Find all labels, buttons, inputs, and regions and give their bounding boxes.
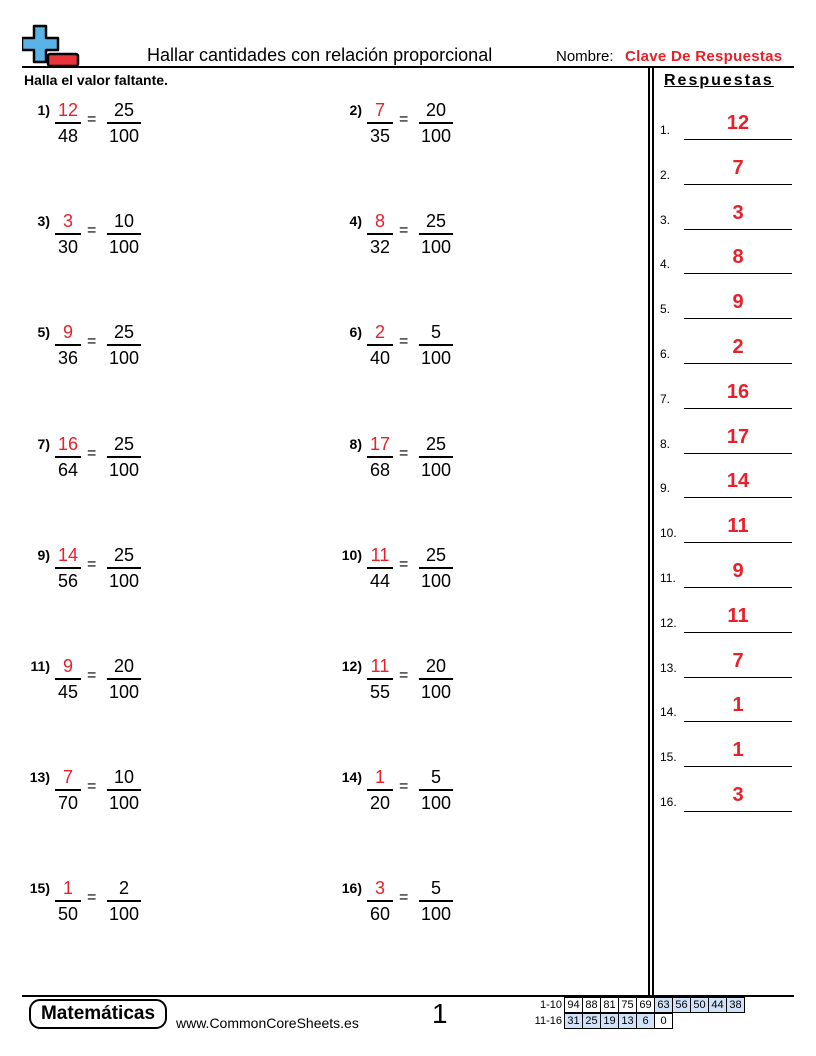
answer-label: 11. bbox=[660, 571, 676, 585]
missing-numerator-answer: 9 bbox=[62, 322, 73, 342]
numerator: 5 bbox=[430, 767, 441, 787]
subject-badge: Matemáticas bbox=[29, 999, 167, 1029]
denominator: 48 bbox=[57, 125, 79, 146]
answer-value: 3 bbox=[732, 202, 744, 224]
numerator: 10 bbox=[113, 211, 135, 231]
denominator: 100 bbox=[108, 347, 140, 368]
denominator: 68 bbox=[369, 459, 391, 480]
fraction-bar bbox=[55, 344, 81, 346]
numerator: 25 bbox=[425, 434, 447, 454]
problem-number: 5) bbox=[37, 324, 50, 340]
fraction-bar bbox=[107, 456, 141, 458]
fraction-bar bbox=[367, 567, 393, 569]
answer-row-15 bbox=[660, 741, 792, 767]
answer-row-7 bbox=[660, 383, 792, 409]
target-fraction bbox=[419, 545, 453, 592]
target-fraction bbox=[107, 322, 141, 369]
problem-number: 9) bbox=[37, 547, 50, 563]
fraction-bar bbox=[367, 789, 393, 791]
problem-number: 3) bbox=[37, 213, 50, 229]
answer-label: 7. bbox=[660, 392, 671, 406]
fraction-bar bbox=[55, 122, 81, 124]
missing-numerator-answer: 7 bbox=[374, 100, 385, 120]
fraction-bar bbox=[419, 567, 453, 569]
given-fraction bbox=[55, 767, 81, 814]
answer-row-3 bbox=[660, 204, 792, 230]
fraction-bar bbox=[55, 900, 81, 902]
answer-row-13 bbox=[660, 652, 792, 678]
answer-row-12 bbox=[660, 607, 792, 633]
denominator: 70 bbox=[57, 792, 79, 813]
fraction-bar bbox=[107, 678, 141, 680]
numerator: 5 bbox=[430, 322, 441, 342]
answer-label: 3. bbox=[660, 213, 671, 227]
answer-value: 1 bbox=[732, 694, 744, 716]
given-fraction bbox=[367, 656, 393, 703]
answer-row-5 bbox=[660, 293, 792, 319]
score-cell: 31 bbox=[564, 1013, 583, 1029]
problem-number: 12) bbox=[341, 658, 362, 674]
missing-numerator-answer: 2 bbox=[374, 322, 385, 342]
score-cell: 75 bbox=[618, 997, 637, 1013]
answer-label: 8. bbox=[660, 437, 671, 451]
answer-row-9 bbox=[660, 472, 792, 498]
score-cell: 44 bbox=[708, 997, 727, 1013]
fraction-bar bbox=[367, 678, 393, 680]
equals-sign: = bbox=[87, 667, 97, 684]
missing-numerator-answer: 12 bbox=[57, 100, 79, 120]
problem-number: 4) bbox=[349, 213, 362, 229]
numerator: 10 bbox=[113, 767, 135, 787]
answer-line bbox=[684, 497, 792, 498]
equals-sign: = bbox=[399, 778, 409, 795]
missing-numerator-answer: 3 bbox=[62, 211, 73, 231]
fraction-bar bbox=[367, 233, 393, 235]
answer-line bbox=[684, 453, 792, 454]
numerator: 25 bbox=[425, 211, 447, 231]
target-fraction bbox=[107, 545, 141, 592]
score-cell: 25 bbox=[582, 1013, 601, 1029]
numerator: 2 bbox=[118, 878, 129, 898]
answer-line bbox=[684, 677, 792, 678]
answer-line bbox=[684, 363, 792, 364]
answer-row-11 bbox=[660, 562, 792, 588]
denominator: 50 bbox=[57, 903, 79, 924]
answer-label: 10. bbox=[660, 526, 677, 540]
denominator: 36 bbox=[57, 347, 79, 368]
score-cell: 56 bbox=[672, 997, 691, 1013]
answer-line bbox=[684, 408, 792, 409]
numerator: 20 bbox=[425, 656, 447, 676]
equals-sign: = bbox=[87, 111, 97, 128]
score-cell: 81 bbox=[600, 997, 619, 1013]
fraction-bar bbox=[419, 233, 453, 235]
answer-label: 2. bbox=[660, 168, 671, 182]
given-fraction bbox=[367, 878, 393, 925]
answer-value: 9 bbox=[732, 291, 744, 313]
missing-numerator-answer: 14 bbox=[57, 545, 79, 565]
fraction-bar bbox=[419, 900, 453, 902]
score-cell: 19 bbox=[600, 1013, 619, 1029]
given-fraction bbox=[55, 878, 81, 925]
missing-numerator-answer: 7 bbox=[62, 767, 73, 787]
denominator: 40 bbox=[369, 347, 391, 368]
denominator: 55 bbox=[369, 681, 391, 702]
fraction-bar bbox=[107, 567, 141, 569]
fraction-bar bbox=[107, 122, 141, 124]
answer-column-divider-left bbox=[648, 66, 650, 996]
denominator: 100 bbox=[420, 347, 452, 368]
denominator: 64 bbox=[57, 459, 79, 480]
problem-number: 16) bbox=[341, 880, 362, 896]
problem-number: 7) bbox=[37, 436, 50, 452]
denominator: 100 bbox=[108, 459, 140, 480]
answer-label: 4. bbox=[660, 257, 671, 271]
name-value: Clave De Respuestas bbox=[625, 48, 783, 65]
fraction-bar bbox=[419, 122, 453, 124]
given-fraction bbox=[367, 322, 393, 369]
answer-row-6 bbox=[660, 338, 792, 364]
denominator: 100 bbox=[108, 903, 140, 924]
target-fraction bbox=[107, 878, 141, 925]
answer-value: 9 bbox=[732, 560, 744, 582]
fraction-bar bbox=[107, 233, 141, 235]
denominator: 100 bbox=[108, 125, 140, 146]
given-fraction bbox=[367, 767, 393, 814]
score-cell: 50 bbox=[690, 997, 709, 1013]
answer-value: 8 bbox=[732, 246, 744, 268]
denominator: 100 bbox=[420, 570, 452, 591]
denominator: 100 bbox=[420, 236, 452, 257]
problem-number: 13) bbox=[29, 769, 50, 785]
fraction-bar bbox=[367, 344, 393, 346]
denominator: 56 bbox=[57, 570, 79, 591]
fraction-bar bbox=[419, 678, 453, 680]
target-fraction bbox=[419, 767, 453, 814]
denominator: 20 bbox=[369, 792, 391, 813]
fraction-bar bbox=[419, 456, 453, 458]
target-fraction bbox=[107, 100, 141, 147]
equals-sign: = bbox=[87, 333, 97, 350]
answer-column-divider-right bbox=[652, 66, 654, 996]
numerator: 20 bbox=[425, 100, 447, 120]
answer-row-4 bbox=[660, 248, 792, 274]
answer-value: 3 bbox=[732, 784, 744, 806]
denominator: 100 bbox=[108, 681, 140, 702]
answer-value: 12 bbox=[726, 112, 750, 134]
answer-value: 14 bbox=[726, 470, 750, 492]
target-fraction bbox=[107, 434, 141, 481]
missing-numerator-answer: 9 bbox=[62, 656, 73, 676]
answer-value: 17 bbox=[726, 426, 750, 448]
missing-numerator-answer: 16 bbox=[57, 434, 79, 454]
answer-label: 13. bbox=[660, 661, 677, 675]
answers-heading: Respuestas bbox=[664, 72, 774, 89]
denominator: 100 bbox=[108, 792, 140, 813]
target-fraction bbox=[419, 656, 453, 703]
target-fraction bbox=[419, 878, 453, 925]
missing-numerator-answer: 3 bbox=[374, 878, 385, 898]
equals-sign: = bbox=[399, 889, 409, 906]
fraction-bar bbox=[107, 900, 141, 902]
plus-minus-logo-icon bbox=[22, 24, 80, 68]
worksheet-title: Hallar cantidades con relación proporcional bbox=[147, 45, 493, 65]
equals-sign: = bbox=[87, 889, 97, 906]
denominator: 100 bbox=[420, 681, 452, 702]
name-label: Nombre: bbox=[556, 48, 614, 65]
fraction-bar bbox=[367, 456, 393, 458]
given-fraction bbox=[55, 322, 81, 369]
score-cell: 94 bbox=[564, 997, 583, 1013]
numerator: 25 bbox=[113, 545, 135, 565]
problem-number: 15) bbox=[29, 880, 50, 896]
fraction-bar bbox=[55, 456, 81, 458]
given-fraction bbox=[55, 434, 81, 481]
score-cell: 6 bbox=[636, 1013, 655, 1029]
equals-sign: = bbox=[399, 333, 409, 350]
equals-sign: = bbox=[399, 111, 409, 128]
numerator: 25 bbox=[113, 322, 135, 342]
fraction-bar bbox=[107, 789, 141, 791]
fraction-bar bbox=[367, 122, 393, 124]
fraction-bar bbox=[55, 233, 81, 235]
given-fraction bbox=[55, 100, 81, 147]
problem-number: 6) bbox=[349, 324, 362, 340]
score-cell: 13 bbox=[618, 1013, 637, 1029]
equals-sign: = bbox=[399, 556, 409, 573]
fraction-bar bbox=[419, 789, 453, 791]
fraction-bar bbox=[107, 344, 141, 346]
target-fraction bbox=[419, 211, 453, 258]
answer-line bbox=[684, 229, 792, 230]
numerator: 5 bbox=[430, 878, 441, 898]
answer-value: 7 bbox=[732, 157, 744, 179]
answer-line bbox=[684, 811, 792, 812]
answer-row-16 bbox=[660, 786, 792, 812]
denominator: 100 bbox=[420, 792, 452, 813]
score-cell: 69 bbox=[636, 997, 655, 1013]
equals-sign: = bbox=[399, 445, 409, 462]
answer-row-8 bbox=[660, 428, 792, 454]
target-fraction bbox=[419, 434, 453, 481]
answer-label: 1. bbox=[660, 123, 671, 137]
answer-value: 7 bbox=[732, 650, 744, 672]
missing-numerator-answer: 11 bbox=[370, 545, 390, 565]
answer-line bbox=[684, 766, 792, 767]
fraction-bar bbox=[367, 900, 393, 902]
score-cell: 38 bbox=[726, 997, 745, 1013]
denominator: 100 bbox=[420, 459, 452, 480]
answer-value: 2 bbox=[732, 336, 744, 358]
answer-line bbox=[684, 318, 792, 319]
denominator: 30 bbox=[57, 236, 79, 257]
denominator: 35 bbox=[369, 125, 391, 146]
given-fraction bbox=[367, 211, 393, 258]
answer-line bbox=[684, 721, 792, 722]
equals-sign: = bbox=[87, 445, 97, 462]
target-fraction bbox=[419, 100, 453, 147]
answer-label: 14. bbox=[660, 705, 677, 719]
score-row bbox=[528, 997, 745, 1013]
score-table bbox=[528, 997, 745, 1029]
header-divider bbox=[22, 66, 794, 68]
fraction-bar bbox=[55, 567, 81, 569]
denominator: 100 bbox=[108, 570, 140, 591]
denominator: 32 bbox=[369, 236, 391, 257]
page-number: 1 bbox=[432, 998, 448, 1029]
denominator: 45 bbox=[57, 681, 79, 702]
given-fraction bbox=[367, 434, 393, 481]
answer-line bbox=[684, 184, 792, 185]
answer-label: 9. bbox=[660, 481, 671, 495]
problem-number: 8) bbox=[349, 436, 362, 452]
given-fraction bbox=[55, 211, 81, 258]
equals-sign: = bbox=[399, 667, 409, 684]
numerator: 20 bbox=[113, 656, 135, 676]
problem-number: 2) bbox=[349, 102, 362, 118]
answer-line bbox=[684, 587, 792, 588]
fraction-bar bbox=[419, 344, 453, 346]
instructions: Halla el valor faltante. bbox=[24, 72, 168, 88]
score-row bbox=[528, 1013, 745, 1029]
answer-label: 12. bbox=[660, 616, 677, 630]
missing-numerator-answer: 17 bbox=[369, 434, 391, 454]
answer-label: 6. bbox=[660, 347, 671, 361]
answer-value: 16 bbox=[726, 381, 750, 403]
target-fraction bbox=[107, 656, 141, 703]
numerator: 25 bbox=[113, 100, 135, 120]
equals-sign: = bbox=[399, 222, 409, 239]
given-fraction bbox=[367, 545, 393, 592]
missing-numerator-answer: 8 bbox=[374, 211, 385, 231]
fraction-bar bbox=[55, 678, 81, 680]
equals-sign: = bbox=[87, 222, 97, 239]
problem-number: 1) bbox=[37, 102, 50, 118]
answer-label: 16. bbox=[660, 795, 677, 809]
problem-number: 10) bbox=[341, 547, 362, 563]
answer-line bbox=[684, 273, 792, 274]
denominator: 100 bbox=[420, 125, 452, 146]
answer-label: 15. bbox=[660, 750, 677, 764]
numerator: 25 bbox=[425, 545, 447, 565]
numerator: 25 bbox=[113, 434, 135, 454]
score-row-label: 11-16 bbox=[534, 1015, 562, 1027]
denominator: 100 bbox=[108, 236, 140, 257]
answer-line bbox=[684, 632, 792, 633]
website-link[interactable]: www.CommonCoreSheets.es bbox=[176, 1015, 359, 1031]
answer-row-14 bbox=[660, 696, 792, 722]
target-fraction bbox=[107, 767, 141, 814]
equals-sign: = bbox=[87, 556, 97, 573]
answer-line bbox=[684, 139, 792, 140]
missing-numerator-answer: 1 bbox=[62, 878, 73, 898]
score-cell: 63 bbox=[654, 997, 673, 1013]
given-fraction bbox=[55, 656, 81, 703]
answer-row-1 bbox=[660, 114, 792, 140]
equals-sign: = bbox=[87, 778, 97, 795]
answer-line bbox=[684, 542, 792, 543]
denominator: 44 bbox=[369, 570, 391, 591]
answer-value: 11 bbox=[727, 515, 749, 537]
score-row-label: 1-10 bbox=[539, 999, 562, 1011]
given-fraction bbox=[367, 100, 393, 147]
missing-numerator-answer: 11 bbox=[370, 656, 390, 676]
target-fraction bbox=[419, 322, 453, 369]
fraction-bar bbox=[55, 789, 81, 791]
problem-number: 11) bbox=[30, 658, 50, 674]
answer-label: 5. bbox=[660, 302, 671, 316]
denominator: 100 bbox=[420, 903, 452, 924]
score-cell: 0 bbox=[654, 1013, 673, 1029]
missing-numerator-answer: 1 bbox=[374, 767, 385, 787]
score-cell: 88 bbox=[582, 997, 601, 1013]
problem-number: 14) bbox=[341, 769, 362, 785]
answer-value: 11 bbox=[727, 605, 749, 627]
target-fraction bbox=[107, 211, 141, 258]
answer-value: 1 bbox=[732, 739, 744, 761]
answer-row-2 bbox=[660, 159, 792, 185]
given-fraction bbox=[55, 545, 81, 592]
denominator: 60 bbox=[369, 903, 391, 924]
answer-row-10 bbox=[660, 517, 792, 543]
